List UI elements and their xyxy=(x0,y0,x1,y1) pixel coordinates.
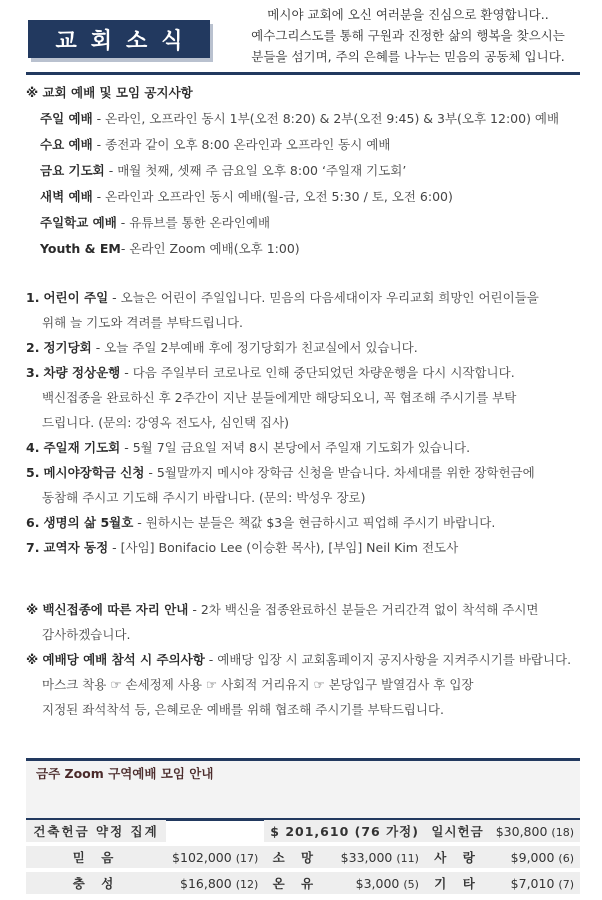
notice-item: ※ 백신접종에 따른 자리 안내 - 2차 백신을 접종완료하신 분들은 거리간격 없이 착석해 주시면 감사하겠습니다. xyxy=(26,602,539,642)
news-item: 7. 교역자 동정 - [사임] Bonifacio Lee (이승환 목사), [부임] Neil Kim 전도사 xyxy=(26,540,459,555)
table-row xyxy=(26,820,580,842)
finance-amount: $102,000 (17) xyxy=(166,846,264,868)
zoom-section xyxy=(26,758,580,821)
welcome-line: 예수그리스도를 통해 구원과 진정한 삶의 행복을 찾으시는 xyxy=(251,28,565,43)
finance-amount: $9,000 (6) xyxy=(490,846,580,868)
notice-item: ※ 예배당 예배 참석 시 주의사항 - 예배당 입장 시 교회홈페이지 공지사항을 지켜주시기를 바랍니다. 마스크 착용 ☞ 손세정제 사용 ☞ 사회적 거리유지 ☞ 본당입구 발열검사 후 입장 지정된 좌석착석 등, 은혜로운 예배를 위해 협조해 주시기를 부탁드립니다. xyxy=(26,652,572,717)
news-list xyxy=(26,285,586,560)
welcome-line: 메시야 교회에 오신 여러분을 진심으로 환영합니다.. xyxy=(267,7,549,22)
table-row xyxy=(26,846,580,868)
finance-table xyxy=(26,816,580,898)
worship-item: 금요 기도회 - 매월 첫째, 셋째 주 금요일 오후 8:00 ‘주일재 기도회’ xyxy=(40,163,407,178)
header xyxy=(0,0,602,80)
news-item: 6. 생명의 삶 5월호 - 원하시는 분들은 책값 $3을 현금하시고 픽업해 주시기 바랍니다. xyxy=(26,515,496,530)
header-divider xyxy=(26,72,580,75)
worship-item: 주일 예배 - 온라인, 오프라인 동시 1부(오전 8:20) & 2부(오전 9:45) & 3부(오후 12:00) 예배 xyxy=(40,111,560,126)
welcome-line: 분들을 섬기며, 주의 은혜를 나누는 믿음의 공동체 입니다. xyxy=(251,49,565,64)
worship-heading: ※ 교회 예배 및 모임 공지사항 xyxy=(26,85,193,100)
news-item: 1. 어린이 주일 - 오늘은 어린이 주일입니다. 믿음의 다음세대이자 우리교회 희망인 어린이들을 위해 늘 기도와 격려를 부탁드립니다. xyxy=(26,290,539,330)
finance-label: 사 랑 xyxy=(425,846,489,868)
table-row xyxy=(26,872,580,894)
finance-label: 소 망 xyxy=(264,846,327,868)
notices xyxy=(26,597,586,722)
worship-item: Youth & EM- 온라인 Zoom 예배(오후 1:00) xyxy=(40,241,300,256)
welcome-message xyxy=(228,4,588,67)
finance-amount: $33,000 (11) xyxy=(327,846,425,868)
news-item: 5. 메시야장학금 신청 - 5월말까지 메시야 장학금 신청을 받습니다. 차세대를 위한 장학헌금에 동참해 주시고 기도해 주시기 바랍니다. (문의: 박성우 장로) xyxy=(26,465,535,505)
finance-label: 온 유 xyxy=(264,872,327,894)
finance-label: 기 타 xyxy=(425,872,489,894)
news-item: 4. 주일재 기도회 - 5월 7일 금요일 저녁 8시 본당에서 주일재 기도회가 있습니다. xyxy=(26,440,471,455)
zoom-title: 금주 Zoom 구역예배 모임 안내 xyxy=(36,766,214,781)
building-fund-value: $ 201,610 (76 가정) xyxy=(264,820,425,842)
worship-item: 주일학교 예배 - 유튜브를 통한 온라인예배 xyxy=(40,215,271,230)
finance-amount: $7,010 (7) xyxy=(490,872,580,894)
news-item: 2. 정기당회 - 오늘 주일 2부예배 후에 정기당회가 친교실에서 있습니다. xyxy=(26,340,418,355)
worship-item: 수요 예배 - 종전과 같이 오후 8:00 온라인과 오프라인 동시 예배 xyxy=(40,137,391,152)
worship-item: 새벽 예배 - 온라인과 오프라인 동시 예배(월-금, 오전 5:30 / 토, 오전 6:00) xyxy=(40,189,453,204)
finance-label: 믿 음 xyxy=(26,846,166,868)
building-fund-label: 건축헌금 약정 집계 xyxy=(26,820,166,842)
finance-amount: $30,800 (18) xyxy=(490,820,580,842)
finance-amount: $3,000 (5) xyxy=(327,872,425,894)
finance-label: 충 성 xyxy=(26,872,166,894)
news-item: 3. 차량 정상운행 - 다음 주일부터 코로나로 인해 중단되었던 차량운행을 다시 시작합니다. 백신접종을 완료하신 후 2주간이 지난 분들에게만 해당되오니, 꼭 협조해 주시기를 부탁 드립니다. (문의: 강영옥 전도사, 심인택 집사) xyxy=(26,365,517,430)
finance-amount: $16,800 (12) xyxy=(166,872,264,894)
finance-label: 일시헌금 xyxy=(425,820,489,842)
worship-schedule xyxy=(26,80,586,262)
page-title: 교회소식 xyxy=(28,20,210,58)
